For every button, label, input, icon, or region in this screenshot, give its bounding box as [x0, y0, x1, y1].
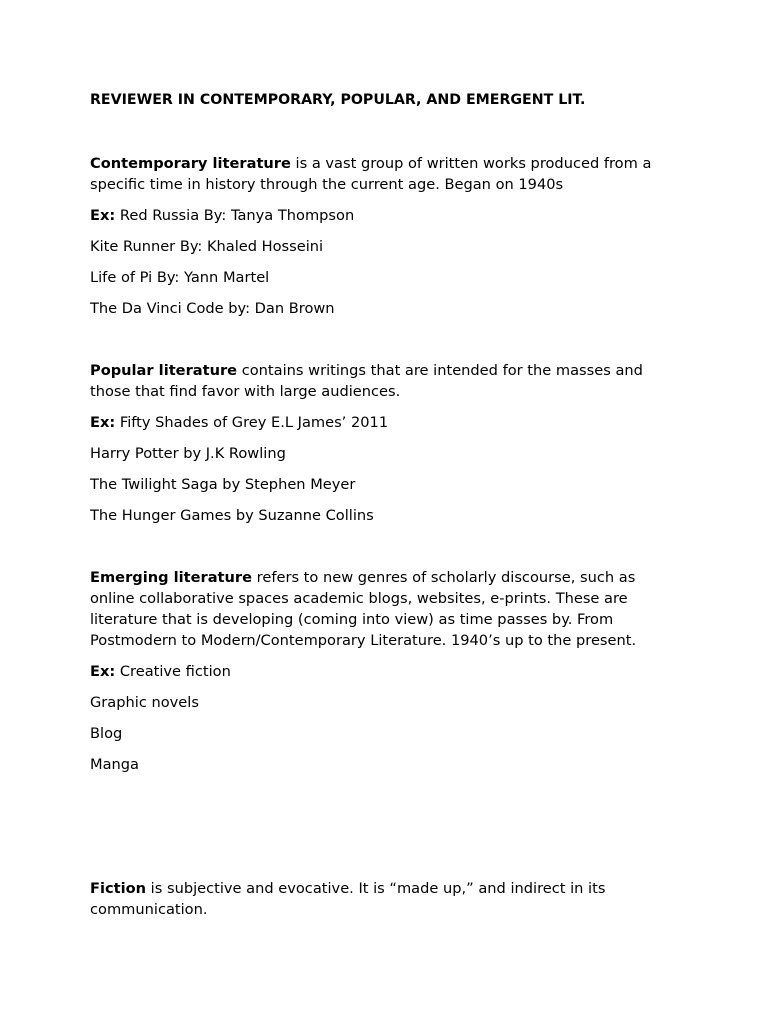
list-item: Harry Potter by J.K Rowling [90, 445, 286, 462]
definition-text: refers to new genres of scholarly discourse, such as online collaborative spaces academic blogs, websites, e-prints. These are literature that is developing (coming into view) as time passes by. From Postmodern to Modern/Contemporary Literature. 1940’s up to the present. [90, 569, 637, 649]
emerging-definition [90, 567, 680, 651]
list-item: The Hunger Games by Suzanne Collins [90, 507, 374, 524]
contemporary-definition [90, 153, 680, 195]
term-fiction: Fiction [90, 880, 147, 897]
section-spacer [90, 329, 680, 360]
definition-text: contains writings that are intended for the masses and those that find favor with large audiences. [90, 362, 643, 400]
fiction-definition [90, 878, 680, 920]
list-item: Manga [90, 756, 139, 773]
example-text: Fifty Shades of Grey E.L James’ 2011 [115, 414, 389, 431]
list-item [90, 661, 680, 682]
popular-definition [90, 360, 680, 402]
list-item: Graphic novels [90, 694, 199, 711]
definition-text: is subjective and evocative. It is “made up,” and indirect in its communication. [90, 880, 606, 918]
section-spacer [90, 785, 680, 878]
definition-text: is a vast group of written works produced from a specific time in history through the current age. Began on 1940s [90, 155, 652, 193]
document-page [90, 90, 680, 930]
list-item: Kite Runner By: Khaled Hosseini [90, 238, 324, 255]
list-item [90, 205, 680, 226]
list-item [90, 412, 680, 433]
term-contemporary: Contemporary literature [90, 155, 291, 172]
ex-label: Ex: [90, 663, 116, 680]
document-title: REVIEWER IN CONTEMPORARY, POPULAR, AND EMERGENT LIT. [90, 92, 586, 108]
ex-label: Ex: [90, 414, 116, 431]
list-item: Life of Pi By: Yann Martel [90, 269, 270, 286]
example-text: Red Russia By: Tanya Thompson [115, 207, 355, 224]
term-popular: Popular literature [90, 362, 238, 379]
term-emerging: Emerging literature [90, 569, 253, 586]
list-item: The Twilight Saga by Stephen Meyer [90, 476, 356, 493]
ex-label: Ex: [90, 207, 116, 224]
list-item: The Da Vinci Code by: Dan Brown [90, 300, 335, 317]
list-item: Blog [90, 725, 123, 742]
section-spacer [90, 536, 680, 567]
example-text: Creative fiction [115, 663, 231, 680]
